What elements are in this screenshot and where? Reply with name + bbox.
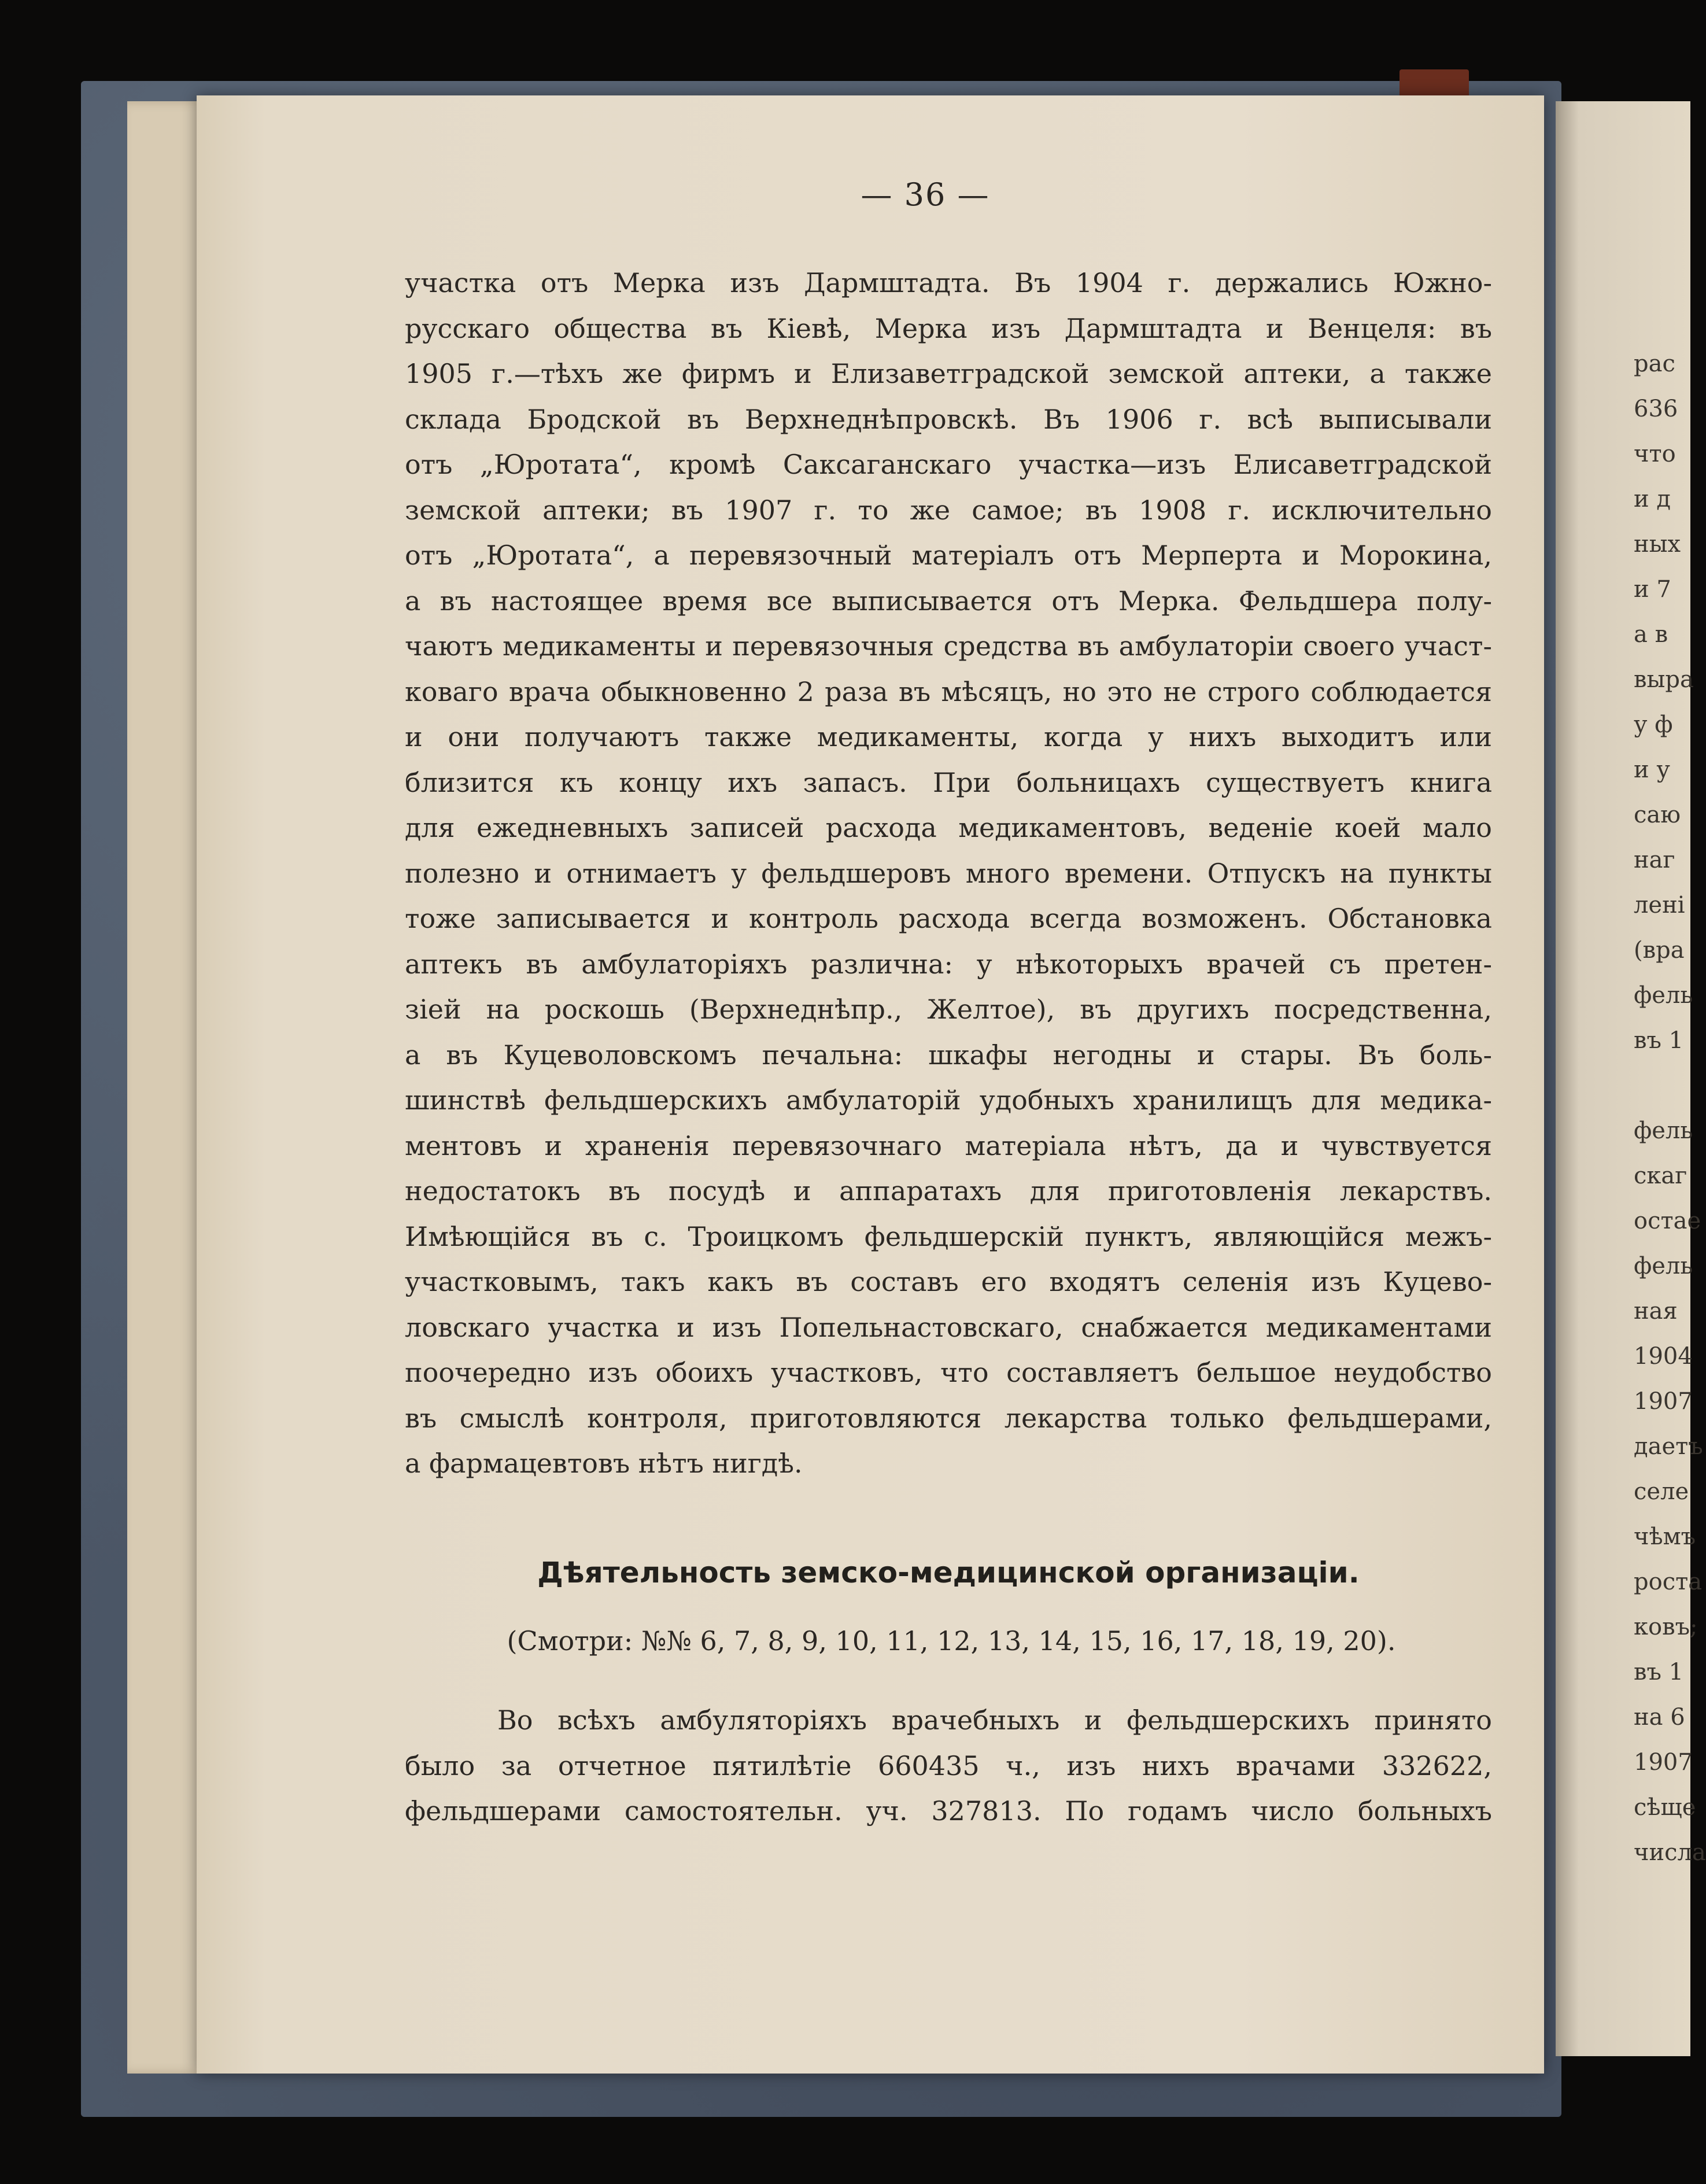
facing-fragment: и д <box>1634 486 1671 512</box>
section-title: Дѣятельность земско-медицинской организаціи. <box>537 1556 1360 1589</box>
text-line: отъ „Юротата“, кромѣ Саксаганскаго участка—изъ Елисаветградской <box>405 449 1492 480</box>
text-line: а въ настоящее время все выписывается отъ Мерка. Фельдшера полу- <box>405 585 1492 617</box>
text-line: тоже записывается и контроль расхода всегда возможенъ. Обстановка <box>405 903 1492 934</box>
facing-fragment: выра <box>1634 666 1694 693</box>
text-line: земской аптеки; въ 1907 г. то же самое; въ 1908 г. исключительно <box>405 494 1492 526</box>
facing-fragment: роста <box>1634 1569 1703 1595</box>
text-line: ловскаго участка и изъ Попельнастовскаго, снабжается медикаментами <box>405 1311 1492 1343</box>
text-line: русскаго общества въ Кіевѣ, Мерка изъ Дармштадта и Венцеля: въ <box>405 312 1492 344</box>
text-line: шинствѣ фельдшерскихъ амбулаторій удобныхъ хранилищъ для медика- <box>405 1084 1492 1116</box>
text-line: аптекъ въ амбулаторіяхъ различна: у нѣкоторыхъ врачей съ претен- <box>405 948 1492 980</box>
facing-fragment: селе <box>1634 1478 1689 1505</box>
paragraph-2 <box>405 1698 1492 1834</box>
facing-fragment: наг <box>1634 847 1675 873</box>
text-line: зіей на роскошь (Верхнеднѣпр., Желтое), въ другихъ посредственна, <box>405 994 1492 1025</box>
facing-fragment: рас <box>1634 351 1675 377</box>
text-line: а фармацевтовъ нѣтъ нигдѣ. <box>405 1448 803 1479</box>
facing-fragment: сѣще <box>1634 1794 1696 1821</box>
facing-fragment: а в <box>1634 621 1668 648</box>
facing-fragment: лені <box>1634 892 1685 918</box>
facing-fragment: въ 1 <box>1634 1659 1684 1685</box>
facing-fragment: что <box>1634 441 1676 467</box>
page-number: — 36 — <box>861 176 990 213</box>
facing-page-text <box>1634 341 1706 1875</box>
text-line: Во всѣхъ амбуляторіяхъ врачебныхъ и фельдшерскихъ принято <box>497 1705 1492 1736</box>
facing-fragment: 1904 <box>1634 1343 1693 1370</box>
facing-fragment: фель <box>1634 1117 1693 1144</box>
table-reference: (Смотри: №№ 6, 7, 8, 9, 10, 11, 12, 13, 14, 15, 16, 17, 18, 19, 20). <box>507 1625 1396 1657</box>
text-line: коваго врача обыкновенно 2 раза въ мѣсяцъ, но это не строго соблюдается <box>405 676 1492 707</box>
text-line: отъ „Юротата“, а перевязочный матеріалъ отъ Мерперта и Морокина, <box>405 540 1492 571</box>
facing-fragment: ная <box>1634 1298 1678 1325</box>
binding-corner-top <box>1399 69 1469 98</box>
text-line: а въ Куцеволовскомъ печальна: шкафы негодны и стары. Въ боль- <box>405 1039 1492 1071</box>
facing-fragment: фель <box>1634 1253 1693 1279</box>
facing-fragment: скаг <box>1634 1163 1687 1189</box>
text-line: склада Бродской въ Верхнеднѣпровскѣ. Въ 1906 г. всѣ выписывали <box>405 403 1492 435</box>
facing-fragment: ковъ; <box>1634 1614 1698 1640</box>
facing-fragment: 636 <box>1634 396 1678 422</box>
text-line: участковымъ, такъ какъ въ составъ его входятъ селенія изъ Куцево- <box>405 1266 1492 1297</box>
facing-fragment: даетъ <box>1634 1433 1703 1460</box>
facing-fragment: саю <box>1634 802 1681 828</box>
paragraph-1 <box>405 260 1492 1486</box>
text-line: 1905 г.—тѣхъ же фирмъ и Елизаветградской земской аптеки, а также <box>405 358 1492 389</box>
facing-fragment: 1907 <box>1634 1388 1693 1415</box>
facing-fragment: 1907 <box>1634 1749 1693 1776</box>
facing-fragment: чѣмъ <box>1634 1523 1696 1550</box>
text-line: фельдшерами самостоятельн. уч. 327813. По годамъ число больныхъ <box>405 1795 1492 1827</box>
text-line: было за отчетное пятилѣтіе 660435 ч., изъ нихъ врачами 332622, <box>405 1750 1492 1781</box>
facing-fragment: фель <box>1634 982 1693 1009</box>
text-line: полезно и отнимаетъ у фельдшеровъ много времени. Отпускъ на пункты <box>405 857 1492 889</box>
text-line: и они получаютъ также медикаменты, когда у нихъ выходитъ или <box>405 721 1492 752</box>
text-line: поочередно изъ обоихъ участковъ, что составляетъ бельшое неудобство <box>405 1357 1492 1388</box>
facing-fragment: и у <box>1634 757 1670 783</box>
text-line: недостатокъ въ посудѣ и аппаратахъ для приготовленія лекарствъ. <box>405 1175 1492 1207</box>
text-line: въ смыслѣ контроля, приготовляются лекарства только фельдшерами, <box>405 1402 1492 1434</box>
facing-fragment: числа <box>1634 1839 1706 1866</box>
text-line: близится къ концу ихъ запасъ. При больницахъ существуетъ книга <box>405 766 1492 798</box>
text-line: чаютъ медикаменты и перевязочныя средства въ амбулаторіи своего участ- <box>405 630 1492 662</box>
facing-gap <box>1634 1063 1690 1108</box>
facing-fragment: въ 1 <box>1634 1027 1684 1054</box>
text-line: ментовъ и храненія перевязочнаго матеріала нѣтъ, да и чувствуется <box>405 1130 1492 1161</box>
text-line: Имѣющійся въ с. Троицкомъ фельдшерскій пунктъ, являющійся межъ- <box>405 1220 1492 1252</box>
facing-fragment: (вра <box>1634 937 1685 964</box>
facing-fragment: ных <box>1634 531 1681 558</box>
facing-fragment: и 7 <box>1634 576 1671 603</box>
text-line: для ежедневныхъ записей расхода медикаментовъ, веденіе коей мало <box>405 812 1492 843</box>
facing-fragment: у ф <box>1634 711 1673 738</box>
facing-fragment: остае <box>1634 1208 1701 1234</box>
text-line: участка отъ Мерка изъ Дармштадта. Въ 1904 г. держались Южно- <box>405 267 1492 298</box>
facing-fragment: на 6 <box>1634 1704 1685 1731</box>
